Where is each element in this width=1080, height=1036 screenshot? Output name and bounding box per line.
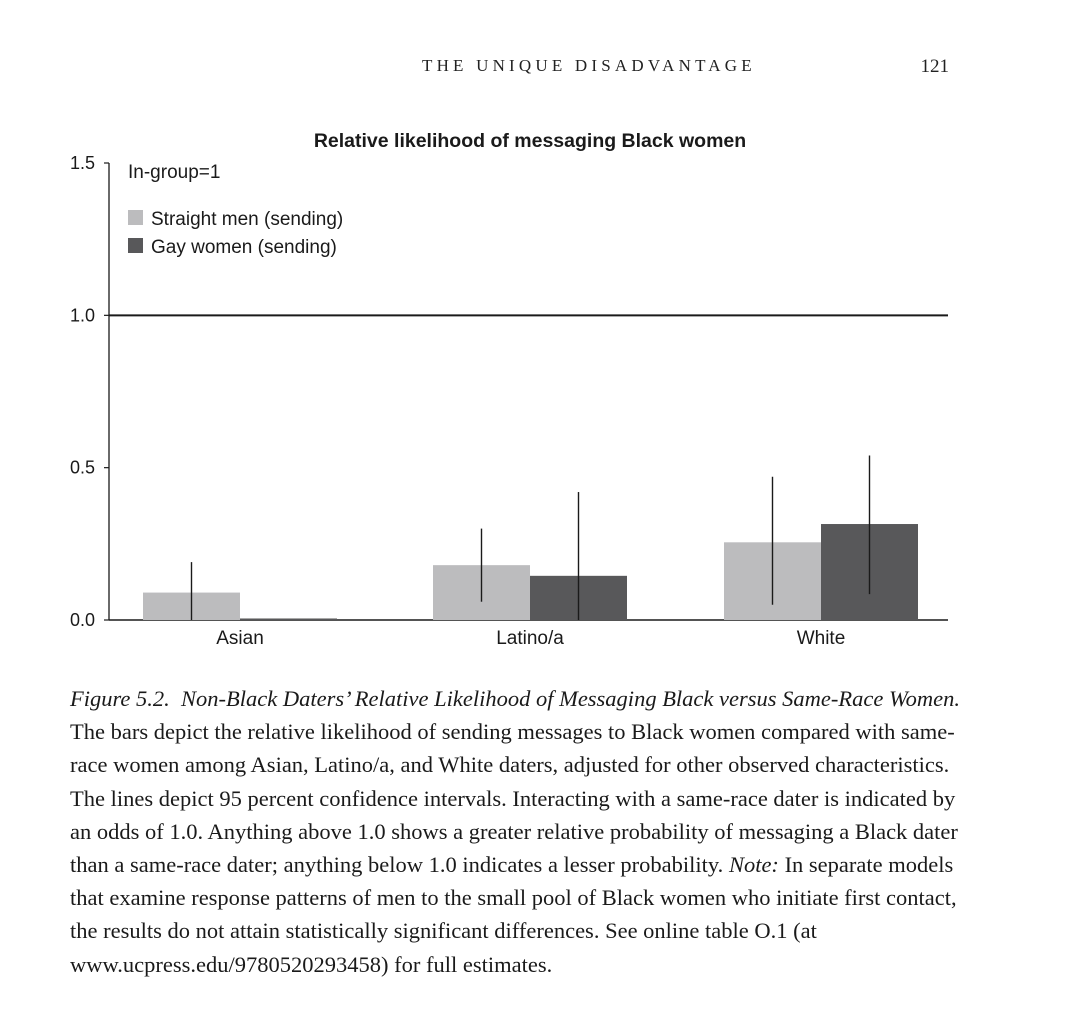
x-tick-label: Asian bbox=[216, 628, 264, 649]
y-tick-label: 0.0 bbox=[70, 610, 96, 630]
running-head: THE UNIQUE DISADVANTAGE bbox=[422, 56, 756, 75]
x-tick-label: White bbox=[796, 628, 846, 649]
figure-label: Figure 5.2. bbox=[70, 686, 170, 711]
chart-title: Relative likelihood of messaging Black women bbox=[313, 130, 747, 152]
figure-caption bbox=[70, 682, 960, 981]
page-number: 121 bbox=[920, 56, 949, 77]
note-label: Note: bbox=[728, 852, 779, 878]
legend-swatch bbox=[128, 210, 143, 225]
x-tick-label: Latino/a bbox=[496, 628, 564, 649]
legend-label: Straight men (sending) bbox=[151, 209, 344, 230]
y-tick-label: 0.5 bbox=[70, 457, 96, 478]
in-group-annotation: In-group=1 bbox=[128, 162, 221, 183]
y-tick-label: 1.5 bbox=[70, 153, 96, 173]
legend-label: Gay women (sending) bbox=[151, 237, 337, 258]
y-tick-label: 1.0 bbox=[70, 305, 96, 326]
legend-swatch bbox=[128, 238, 143, 253]
caption-note: In separate models that examine response patterns of men to the small pool of Black women who initiate first contact, the results do not attain statistically significant differences. See online table O.1 (at www.ucpress.edu/9780520293458) for full estimates. bbox=[70, 852, 957, 977]
caption-body: The bars depict the relative likelihood of sending messages to Black women compared with same-race women among Asian, Latino/a, and White daters, adjusted for other observed characteristics. The lines depict 95 percent confidence intervals. Interacting with a same-race dater is indicated by an odds of 1.0. Anything above 1.0 shows a greater relative probability of messaging a Black dater than a same-race dater; anything below 1.0 indicates a lesser probability. bbox=[70, 719, 958, 878]
figure-title: Non-Black Daters’ Relative Likelihood of Messaging Black versus Same-Race Women. bbox=[181, 686, 961, 711]
bar-gay-women bbox=[240, 618, 337, 620]
